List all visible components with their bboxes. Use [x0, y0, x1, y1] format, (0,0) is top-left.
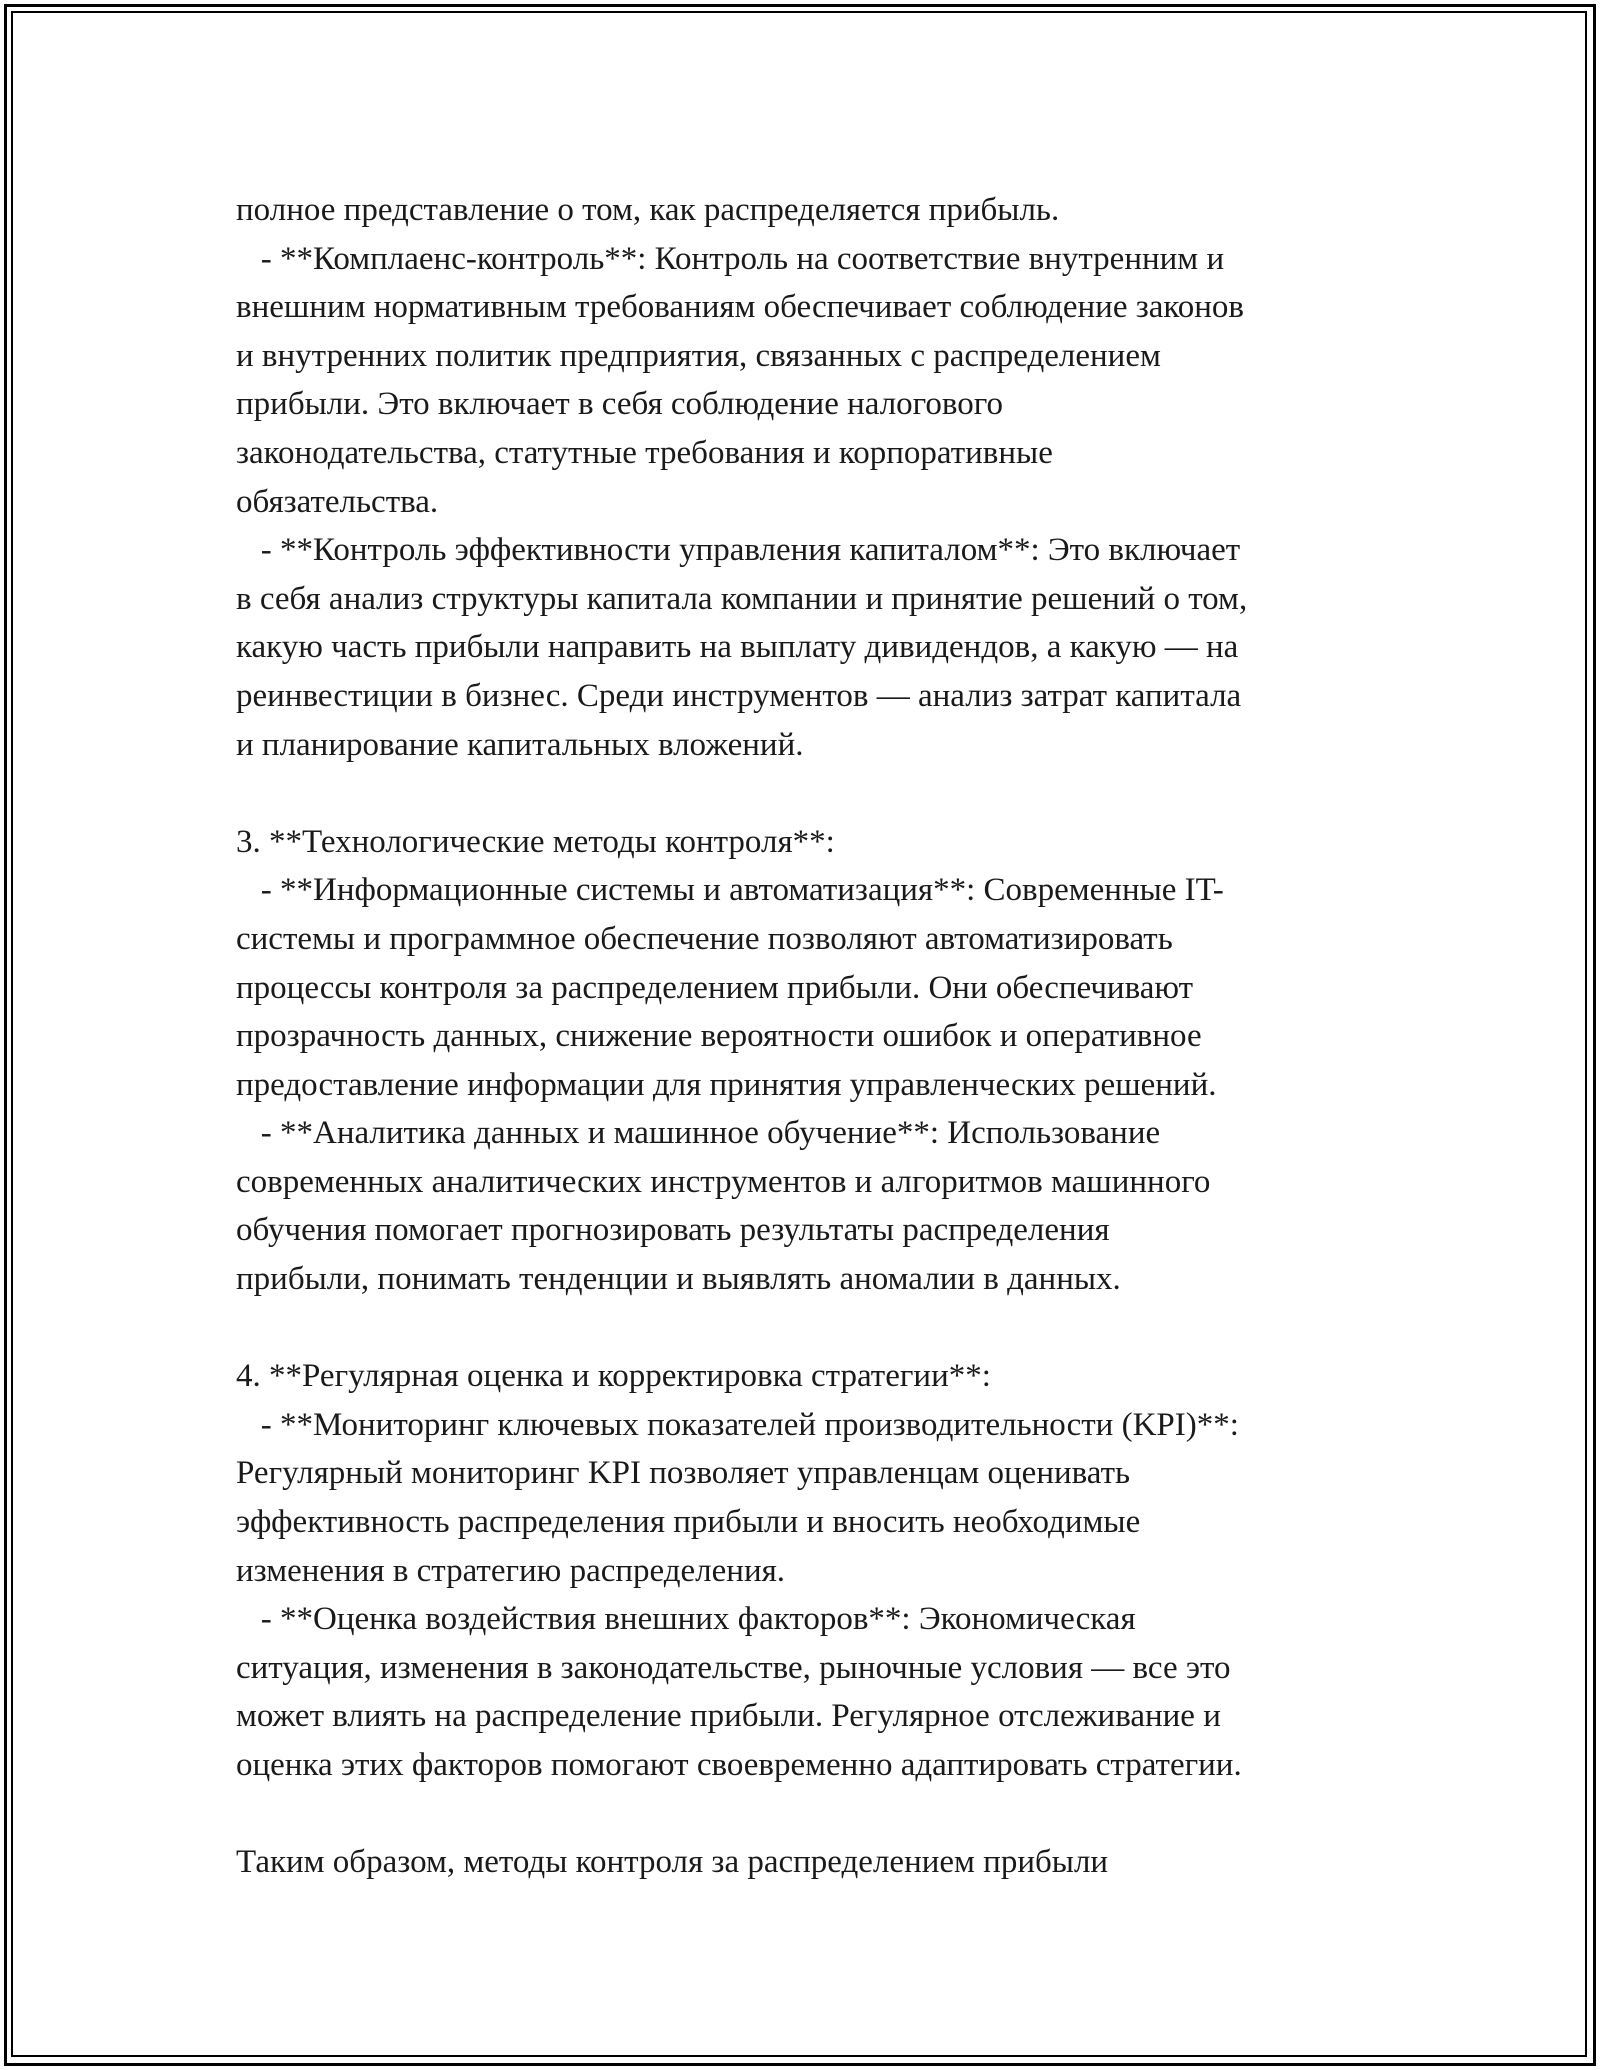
document-body: [236, 186, 1376, 1887]
text-line: полное представление о том, как распределяется прибыль.: [236, 192, 1060, 228]
text-line: предоставление информации для принятия управленческих решений.: [236, 1066, 1217, 1103]
text-line: прибыли. Это включает в себя соблюдение налогового: [236, 386, 1003, 423]
text-line: прозрачность данных, снижение вероятности ошибок и оперативное: [236, 1018, 1202, 1055]
text-line: обучения помогает прогнозировать результаты распределения: [236, 1212, 1110, 1249]
text-line: оценка этих факторов помогают своевременно адаптировать стратегии.: [236, 1747, 1242, 1783]
section-heading: 4. **Регулярная оценка и корректировка стратегии**:: [236, 1358, 991, 1395]
text-line: Таким образом, методы контроля за распределением прибыли: [236, 1844, 1109, 1881]
text-line: изменения в стратегию распределения.: [236, 1552, 786, 1589]
text-line: внешним нормативным требованиям обеспечивает соблюдение законов: [236, 289, 1244, 326]
text-line: - **Оценка воздействия внешних факторов**: Экономическая: [236, 1601, 1136, 1638]
text-line: в себя анализ структуры капитала компании и принятие решений о том,: [236, 580, 1248, 617]
text-line: процессы контроля за распределением прибыли. Они обеспечивают: [236, 969, 1194, 1006]
section-heading: 3. **Технологические методы контроля**:: [236, 823, 835, 860]
text-line: прибыли, понимать тенденции и выявлять аномалии в данных.: [236, 1261, 1121, 1298]
text-line: - **Аналитика данных и машинное обучение**: Использование: [236, 1115, 1161, 1152]
text-line: реинвестиции в бизнес. Среди инструментов — анализ затрат капитала: [236, 677, 1242, 714]
text-line: обязательства.: [236, 483, 439, 520]
text-line: и внутренних политик предприятия, связанных с распределением: [236, 337, 1161, 374]
text-line: ситуация, изменения в законодательстве, рыночные условия — все это: [236, 1649, 1231, 1686]
blank-line: [236, 1304, 1376, 1353]
blank-line: [236, 1790, 1376, 1839]
text-line: какую часть прибыли направить на выплату дивидендов, а какую — на: [236, 629, 1239, 666]
text-line: - **Комплаенс-контроль**: Контроль на соответствие внутренним и: [236, 240, 1225, 277]
text-line: и планирование капитальных вложений.: [236, 726, 804, 763]
text-line: системы и программное обеспечение позволяют автоматизировать: [236, 920, 1173, 957]
text-line: - **Информационные системы и автоматизация**: Современные IT-: [236, 872, 1224, 909]
text-line: Регулярный мониторинг KPI позволяет управленцам оценивать: [236, 1455, 1131, 1492]
text-line: может влиять на распределение прибыли. Регулярное отслеживание и: [236, 1698, 1221, 1735]
text-line: эффективность распределения прибыли и вносить необходимые: [236, 1504, 1141, 1541]
blank-line: [236, 769, 1376, 818]
text-line: - **Контроль эффективности управления капиталом**: Это включает: [236, 532, 1241, 569]
text-line: современных аналитических инструментов и алгоритмов машинного: [236, 1163, 1211, 1200]
text-line: законодательства, статутные требования и корпоративные: [236, 434, 1053, 471]
text-line: - **Мониторинг ключевых показателей производительности (KPI)**:: [236, 1406, 1239, 1443]
